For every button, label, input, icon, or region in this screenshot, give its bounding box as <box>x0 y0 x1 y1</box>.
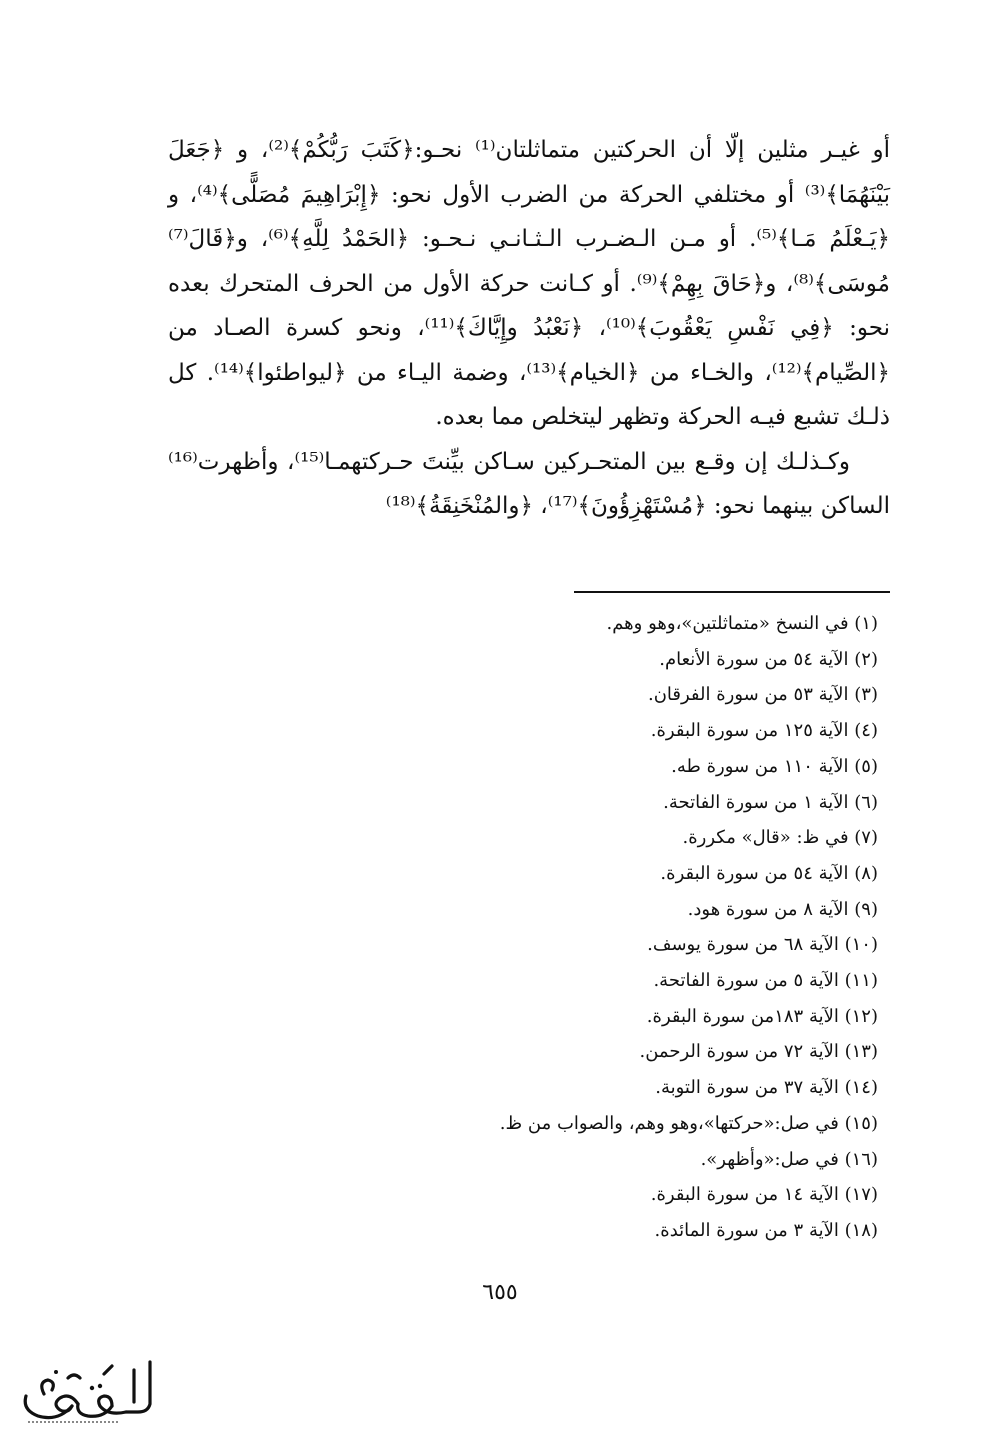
footnote: (٧) في ظ: «قال» مكررة. <box>682 827 878 849</box>
paragraph: وكـذلـك إن وقـع بين المتحـركين سـاكن بيِّنتَ حـركتهمـا⁽¹⁵⁾، وأظهرت⁽¹⁶⁾ الساكن بينهما نحو: ﴿مُسْتَهْزِؤُونَ﴾⁽¹⁷⁾، ﴿والمُنْخَنِقَةُ﴾⁽¹⁸⁾ <box>168 448 890 519</box>
footnote: (١٣) الآية ٧٢ من سورة الرحمن. <box>639 1041 878 1063</box>
footnote: (١) في النسخ «متماثلتين»،وهو وهم. <box>606 613 878 634</box>
main-text <box>168 128 890 529</box>
calligraphy-stamp-icon <box>8 1352 158 1427</box>
footnote: (١١) الآية ٥ من سورة الفاتحة. <box>653 970 878 992</box>
footnote: (٢) الآية ٥٤ من سورة الأنعام. <box>659 648 878 670</box>
footnotes <box>358 606 878 1249</box>
footnote: (١٧) الآية ١٤ من سورة البقرة. <box>650 1184 878 1206</box>
footnote: (٨) الآية ٥٤ من سورة البقرة. <box>660 862 878 884</box>
footnote: (٥) الآية ١١٠ من سورة طه. <box>671 755 878 777</box>
footnote: (١٤) الآية ٣٧ من سورة التوبة. <box>655 1077 878 1099</box>
paragraph: أو غيـر مثلين إلّا أن الحركتين متماثلتان⁽¹⁾ نحـو:﴿كَتَبَ رَبُّكُمْ﴾⁽²⁾، و ﴿جَعَلَ بَيْنَهُمَا﴾⁽³⁾ أو مختلفي الحركة من الضرب الأول نحو: ﴿إِبْرَاهِيمَ مُصَلًّى﴾⁽⁴⁾، و ﴿يَـعْلَمُ مَـا﴾⁽⁵⁾. أو مـن الـضـرب الـثـانـي نـحـو: ﴿الحَمْدُ لِلَّهِ﴾⁽⁶⁾، و﴿قَالَ⁽⁷⁾ مُوسَى﴾⁽⁸⁾، و﴿حَاقَ بِهِمْ﴾⁽⁹⁾. أو كـانت حركة الأول من الحرف المتحرك بعده نحو: ﴿فِي نَفْسِ يَعْقُوبَ﴾⁽¹⁰⁾، ﴿نَعْبُدُ وإِيَّاكَ﴾⁽¹¹⁾، ونحو كسرة الصـاد من ﴿الصِّيام﴾⁽¹²⁾، والخـاء من ﴿الخيام﴾⁽¹³⁾، وضمة اليـاء من ﴿ليواطئوا﴾⁽¹⁴⁾. كل ذلـك تشبع فيـه الحركة وتظهر ليتخلص مما بعده. <box>168 137 891 430</box>
footnote: (٣) الآية ٥٣ من سورة الفرقان. <box>647 684 878 706</box>
footnote: (١٠) الآية ٦٨ من سورة يوسف. <box>647 934 878 956</box>
footnote: (١٢) الآية ١٨٣من سورة البقرة. <box>646 1005 878 1027</box>
footnote: (١٦) في صل:«وأظهر». <box>700 1148 878 1170</box>
footnote-separator <box>574 591 890 593</box>
footnote: (٤) الآية ١٢٥ من سورة البقرة. <box>650 720 878 742</box>
footnote: (٦) الآية ١ من سورة الفاتحة. <box>663 791 878 813</box>
page-number: ٦٥٥ <box>482 1280 518 1305</box>
footnote: (١٨) الآية ٣ من سورة المائدة. <box>654 1219 878 1241</box>
footnote: (١٥) في صل:«حركتها»،وهو وهم، والصواب من ظ. <box>499 1112 878 1134</box>
footnote: (٩) الآية ٨ من سورة هود. <box>687 898 878 920</box>
